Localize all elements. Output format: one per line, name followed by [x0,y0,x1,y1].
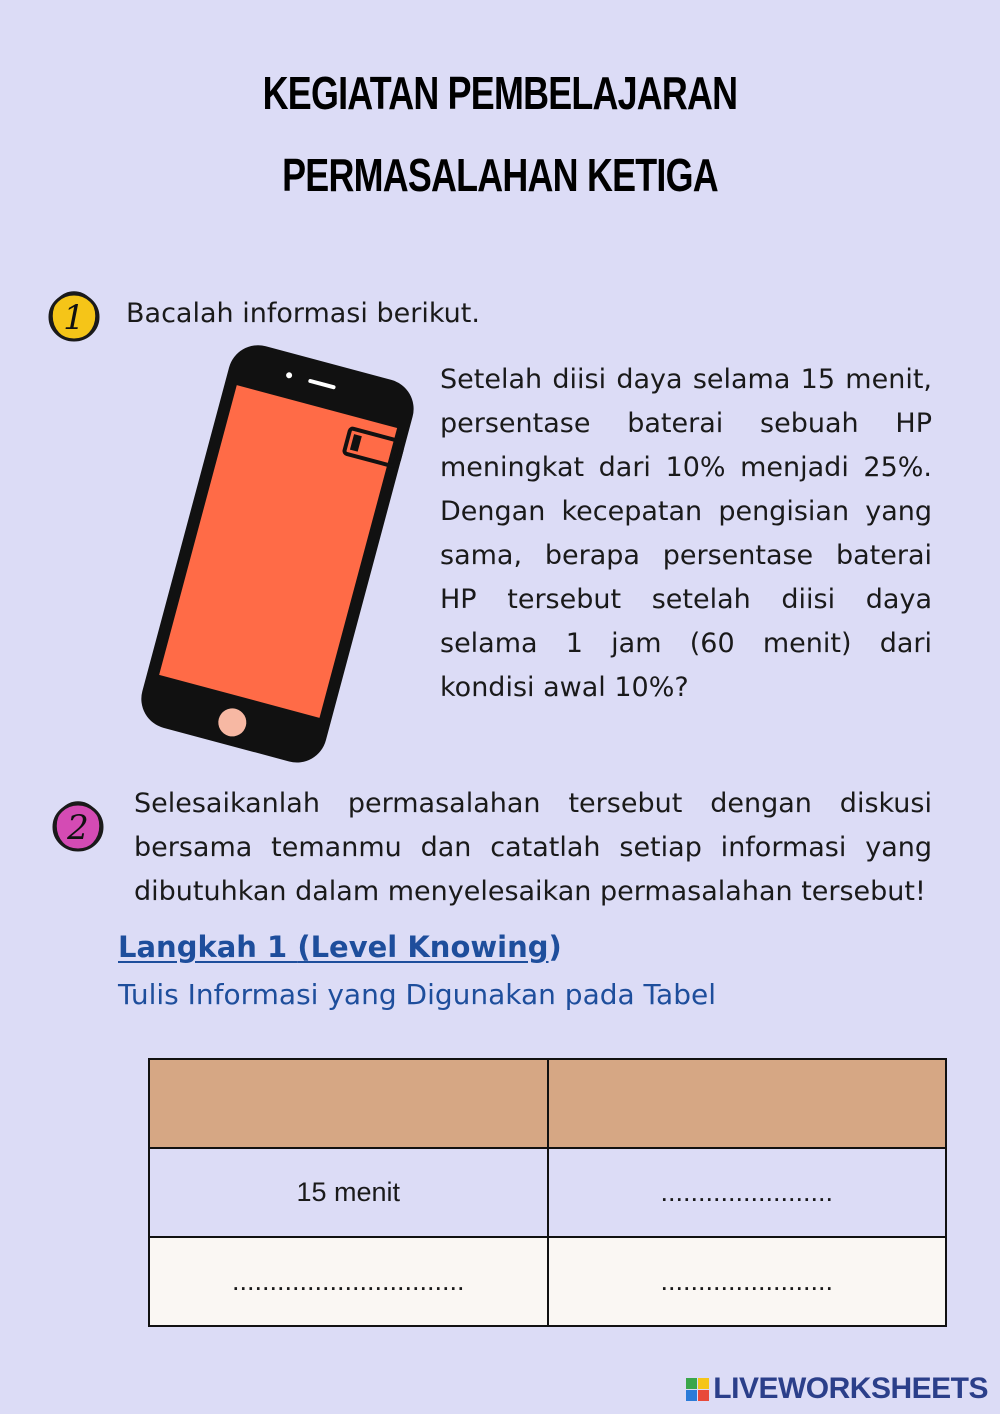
table-answer-cell[interactable]: ....................... [548,1148,947,1237]
table-header-row [149,1059,946,1148]
table-row [149,1237,946,1326]
title-line-1: KEGIATAN PEMBELAJARAN [262,67,738,119]
liveworksheets-logo-icon [686,1378,709,1401]
number-2-badge-icon [52,800,104,852]
langkah-label: Langkah 1 [118,930,298,964]
footer-logo [686,1372,988,1406]
info-table [148,1058,947,1327]
table-cell: 15 menit [149,1148,548,1237]
table-header-cell[interactable] [548,1059,947,1148]
langkah-level: (Level Knowing [297,930,549,964]
step1-instruction: Bacalah informasi berikut. [126,298,480,329]
table-header-cell[interactable] [149,1059,548,1148]
langkah-heading [118,930,562,964]
badge-1-number: 1 [63,298,85,338]
footer-brand: LIVEWORKSHEETS [713,1372,988,1405]
badge-2-number: 2 [67,808,89,848]
step2-instruction: Selesaikanlah permasalahan tersebut dengan diskusi bersama temanmu dan catatlah setiap informasi yang dibutuhkan dalam menyelesaikan permasalahan tersebut! [134,788,932,907]
langkah-close: ) [548,930,562,964]
number-1-badge-icon [48,290,100,342]
title-line-2: PERMASALAHAN KETIGA [282,149,718,201]
table-answer-cell[interactable]: ....................... [548,1237,947,1326]
langkah-subtitle: Tulis Informasi yang Digunakan pada Tabel [118,978,716,1011]
table-answer-cell[interactable]: ............................... [149,1237,548,1326]
smartphone-low-battery-icon [112,345,432,765]
problem-text: Setelah diisi daya selama 15 menit, persentase baterai sebuah HP meningkat dari 10% menjadi 25%. Dengan kecepatan pengisian yang sama, berapa persentase baterai HP tersebut setelah diisi daya selama 1 jam (60 menit) dari kondisi awal 10%? [440,364,932,703]
table-row [149,1148,946,1237]
